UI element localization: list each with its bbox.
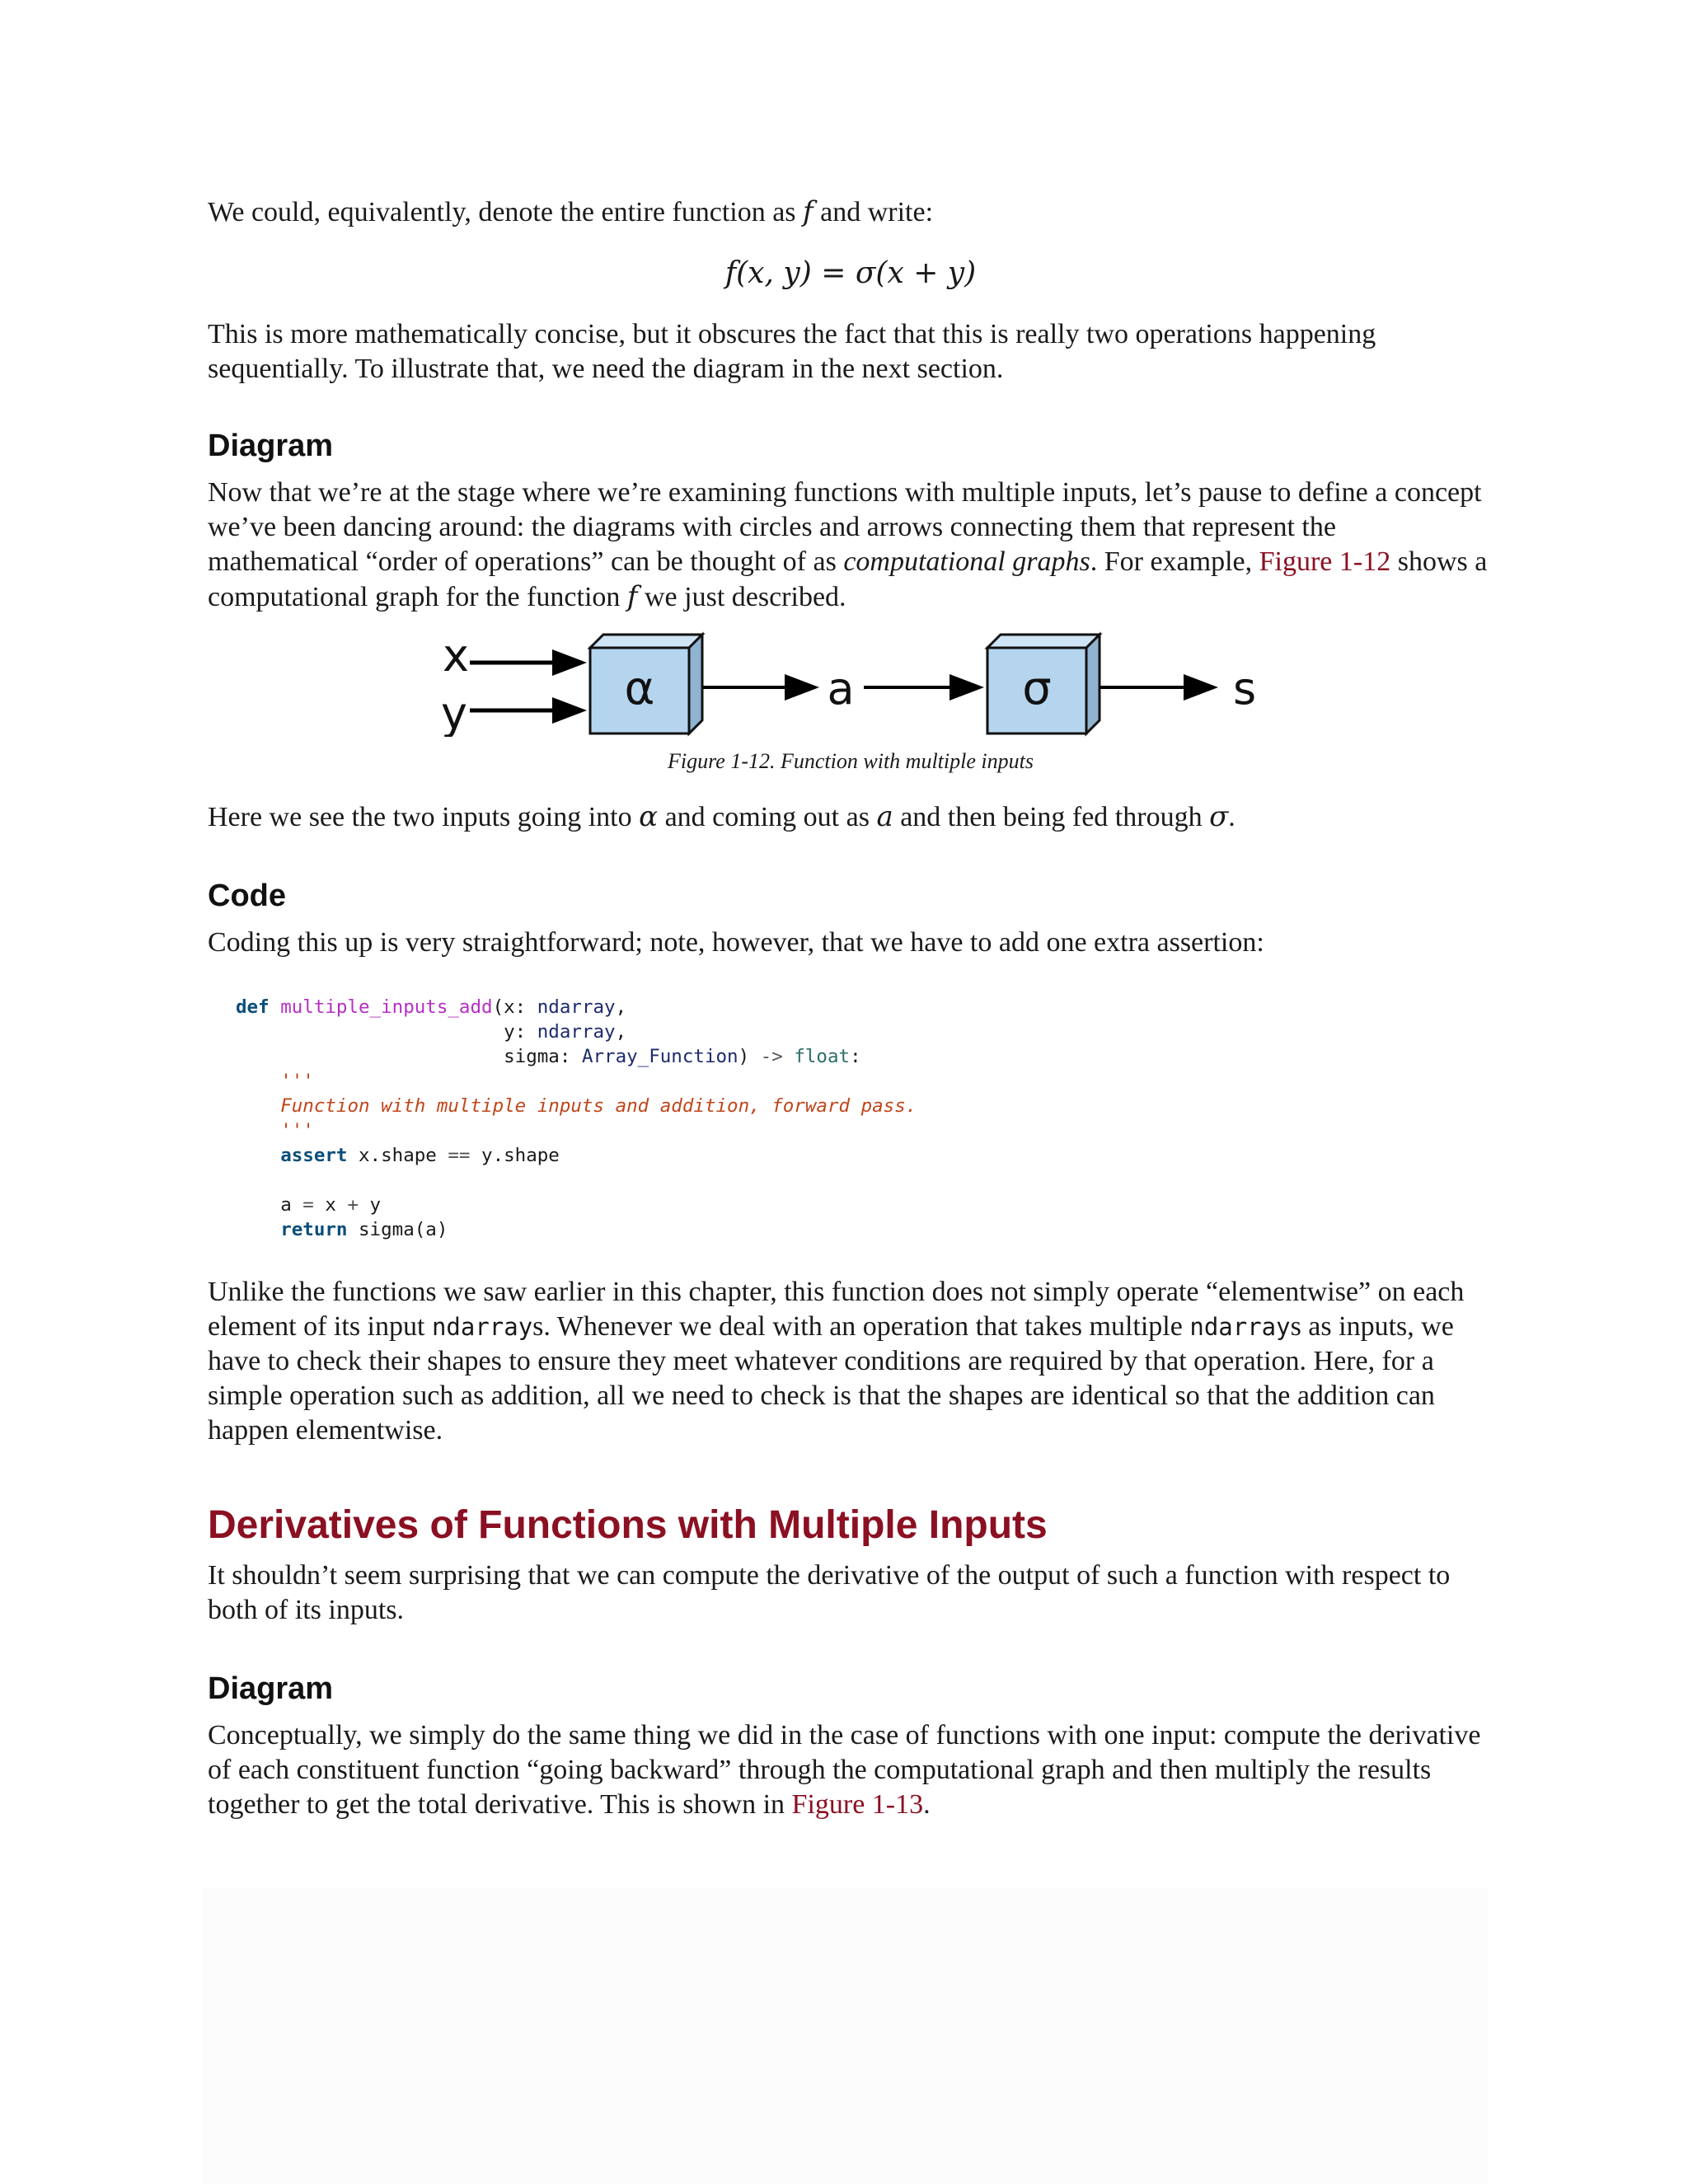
input-y-label: y (441, 687, 467, 737)
page-shade (203, 1887, 1489, 2184)
output-s-label: s (1233, 663, 1257, 715)
sigma-label: σ (1022, 662, 1052, 715)
sigma-operation-box (987, 635, 1100, 733)
arrow-a-to-sigma (864, 674, 984, 701)
section-heading-diagram-2: Diagram (208, 1671, 334, 1706)
intro-paragraph: We could, equivalently, denote the entire function as f and write: (208, 195, 934, 228)
arrow-y-to-alpha (470, 697, 587, 724)
concise-paragraph: This is more mathematically concise, but it obscures the fact that this is really two operations happening sequentially. To illustrate that, we need the diagram in the next section. (208, 319, 1376, 384)
code-block: def multiple_inputs_add(x: ndarray, y: ndarray, sigma: Array_Function) -> float: ''' Function with multiple inputs and addition, forward pass. ''' assert x.shape == y.shape a = x + y return sigma(a) (236, 996, 917, 1240)
chapter-section-heading: Derivatives of Functions with Multiple Inputs (208, 1503, 1048, 1547)
alpha-operation-box (590, 635, 702, 733)
code-intro-paragraph: Coding this up is very straightforward; note, however, that we have to add one extra assertion: (208, 927, 1264, 958)
intermediate-a-label: a (827, 663, 855, 715)
section-heading-diagram: Diagram (208, 429, 334, 463)
equation: f(x, y) = σ(x + y) (724, 256, 977, 290)
figure-1-12 (208, 631, 1493, 737)
alpha-label: α (624, 662, 655, 715)
inputs-explanation-paragraph: Here we see the two inputs going into α and coming out as a and then being fed through σ. (208, 800, 1236, 833)
arrow-alpha-to-a (702, 674, 819, 701)
document-page (208, 194, 1493, 1822)
computational-graph-paragraph: Now that we’re at the stage where we’re examining functions with multiple inputs, let’s pause to define a concept we’ve been dancing around: the diagrams with circles and arrows connecting them that represent the mathematical “order of operations” can be thought of as computational graphs. For example, Figure 1-12 shows a computational graph for the function f we just described. (208, 477, 1488, 613)
inline-code-ndarray-2: ndarray (1189, 1313, 1291, 1341)
input-x-label: x (443, 631, 469, 682)
inline-code-ndarray: ndarray (431, 1313, 533, 1341)
backward-pass-paragraph: Conceptually, we simply do the same thing we did in the case of functions with one input: compute the derivative of each constituent function “going backward” through the computational graph and then multiply the results together to get the total derivative. This is shown in Figure 1-13. (208, 1720, 1481, 1820)
arrow-x-to-alpha (470, 649, 587, 676)
figure-1-13-link[interactable]: Figure 1-13 (791, 1789, 924, 1820)
arrow-sigma-to-s (1100, 674, 1218, 701)
computational-graph-diagram (208, 631, 1493, 737)
function-f: f (803, 195, 814, 228)
figure-caption: Figure 1-12. Function with multiple inputs (668, 749, 1034, 773)
derivative-intro-paragraph: It shouldn’t seem surprising that we can compute the derivative of the output of such a function with respect to both of its inputs. (208, 1560, 1451, 1625)
figure-1-12-link[interactable]: Figure 1-12 (1259, 546, 1391, 577)
section-heading-code: Code (208, 879, 286, 913)
shape-check-paragraph: Unlike the functions we saw earlier in this chapter, this function does not simply operate “elementwise” on each element of its input ndarrays. Whenever we deal with an operation that takes multiple ndarrays as inputs, we have to check their shapes to ensure they meet whatever conditions are required by that operation. Here, for a simple operation such as addition, all we need to check is that the shapes are identical so that the addition can happen elementwise. (208, 1277, 1465, 1446)
